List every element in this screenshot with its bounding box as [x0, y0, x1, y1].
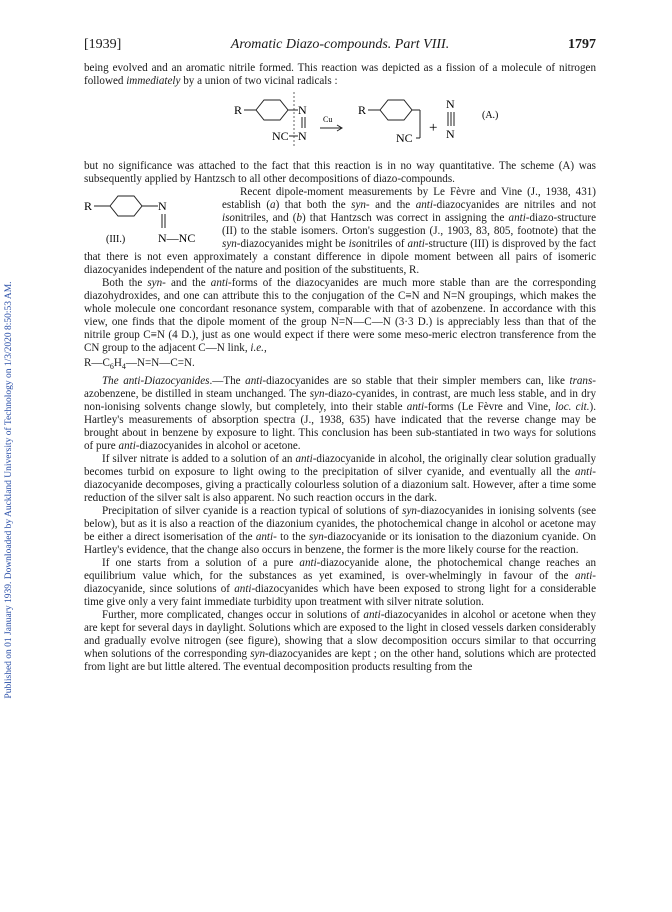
header-title: Aromatic Diazo-compounds. Part VIII.: [230, 37, 450, 52]
scheme-n-lower: N: [298, 129, 307, 143]
scheme-n2-bottom: N: [446, 127, 455, 141]
paragraph-4: Both the syn- and the anti-forms of the diazocyanides are much more stable than are the corresponding diazohydroxides, and one can attribute this to the conjugation of the C≡N and N=N groupings, which makes the whole molecule one concordant resonance system, comparable with that of azobenzene. In accordance with this view, one finds that the dipole moment of the group N=N—C—N (3·3 D.) is appreciably less than that of the nitrile group C≡N (4 D.), just as one would expect if there were some meso-meric electron transference from the CN group to the adjacent C—N link, i.e.,: [84, 277, 596, 354]
paragraph-8: If one starts from a solution of a pure anti-diazocyanide alone, the photochemical change reaches an equilibrium value which, for the substances as yet examined, is over-whelmingly in favour of the anti-diazocyanide, since solutions of anti-diazocyanides which have been exposed to strong light for a considerable time give only a very faint immediate turbidity upon treatment with silver nitrate solution.: [84, 557, 597, 609]
paragraph-5: The anti-Diazocyanides.—The anti-diazocyanides are so stable that their simpler members can, like trans-azobenzene, be distilled in steam unchanged. The syn-diazo-cyanides, in contrast, are much less stable, and in dry non-ionising solvents change slowly, but completely, into their stable anti-forms (Le Fèvre and Vine, loc. cit.). Hartley's measurements of absorption spectra (J., 1938, 635) have indicated that the reverse change may be brought about in benzene by exposure to light. This conclusion has been sub-stantiated in two ways for solutions of pure anti-diazocyanides in alcohol or acetone.: [84, 375, 596, 453]
reaction-scheme-a: [84, 92, 596, 154]
running-header: [84, 38, 596, 62]
paragraph-9: Further, more complicated, changes occur in solutions of anti-diazocyanides in alcohol or acetone when they are kept for several days in daylight. Solutions which are exposed to the light in closed vessels darken considerably and gradually evolve nitrogen (see figure), showing that a slow decomposition occurs similar to that occurring when solutions of the corresponding syn-diazocyanides are kept ; on the other hand, solutions which are protected from light are but little altered. The eventual decomposition products resulting from the: [84, 609, 596, 674]
mesomeric-formula: $R—C_6H_4—N=N—C=N$.: [84, 357, 195, 372]
scheme-r-right: R: [358, 103, 367, 117]
journal-page: [84, 38, 596, 674]
paragraph-2: but no significance was attached to the fact that this reaction is in no way quantitative. The scheme (A) was subsequently applied by Hantzsch to all other decompositions of diazo-compounds.: [84, 160, 596, 185]
download-watermark: Published on 01 January 1939. Downloaded by Auckland University of Technology on 1/3/2020 8:50:53 AM.: [4, 281, 14, 699]
scheme-plus: +: [429, 120, 438, 136]
paragraph-7: Precipitation of silver cyanide is a reaction typical of solutions of syn-diazocyanides in ionising solvents (see below), but as it is also a reaction of the diazonium cyanides, the photochemical change in alcohol or acetone may be either a direct isomerisation of the anti- to the syn-diazocyanide or its ionisation to the diazonium cyanide. On Hartley's evidence, that the change also occurs in benzene, the former is the more likely course for the reaction.: [84, 505, 596, 557]
structure-iii-diagram: [84, 188, 216, 250]
structure-nnc: N—NC: [158, 231, 196, 245]
paragraph-6: If silver nitrate is added to a solution of an anti-diazocyanide in alcohol, the originally clear solution gradually becomes turbid on exposure to light owing to the precipitation of silver cyanide, and eventually all the anti-diazocyanide decomposes, giving a practically colourless solution of a diazonium salt. However, after a time some reduction of the silver salt is also apparent. No such reaction occurs in the dark.: [84, 453, 596, 505]
structure-r: R: [84, 199, 93, 213]
structure-benzene-ring: [110, 196, 142, 216]
scheme-label: (A.): [482, 110, 499, 121]
header-year: [1939]: [84, 37, 122, 52]
scheme-nc-right: NC: [396, 131, 413, 145]
scheme-n2-top: N: [446, 97, 455, 111]
paragraph-3: Recent dipole-moment measurements by Le Fèvre and Vine (J., 1938, 431) establish (a) that both the syn- and the anti-diazocyanides are nitriles and not isonitriles, and (b) that Hantzsch was correct in assigning the anti-diazo-structure (II) to the stable isomers. Orton's suggestion (J., 1903, 83, 805, footnote) that the syn-diazocyanides might be isonitriles of anti-structure (III) is disproved by the fact that there is not even approximately a constant difference in dipole moment between all pairs of isomeric diazocyanides independent of the nature and position of the substituents, R.: [84, 186, 597, 276]
header-page-number: 1797: [568, 37, 596, 52]
benzene-ring-left: [256, 100, 288, 120]
scheme-cu-label: Cu: [323, 115, 333, 124]
scheme-a-diagram: [84, 92, 596, 154]
scheme-nc-left: NC: [272, 129, 289, 143]
structure-iii: [84, 188, 216, 250]
scheme-r-left: R: [234, 103, 243, 117]
structure-n-upper: N: [158, 199, 167, 213]
benzene-ring-right: [380, 100, 412, 120]
paragraph-1: being evolved and an aromatic nitrile formed. This reaction was depicted as a fission of a molecule of nitrogen followed immediately by a union of two vicinal radicals :: [84, 62, 596, 87]
scheme-n-upper: N: [298, 103, 307, 117]
structure-label: (III.): [106, 234, 126, 245]
